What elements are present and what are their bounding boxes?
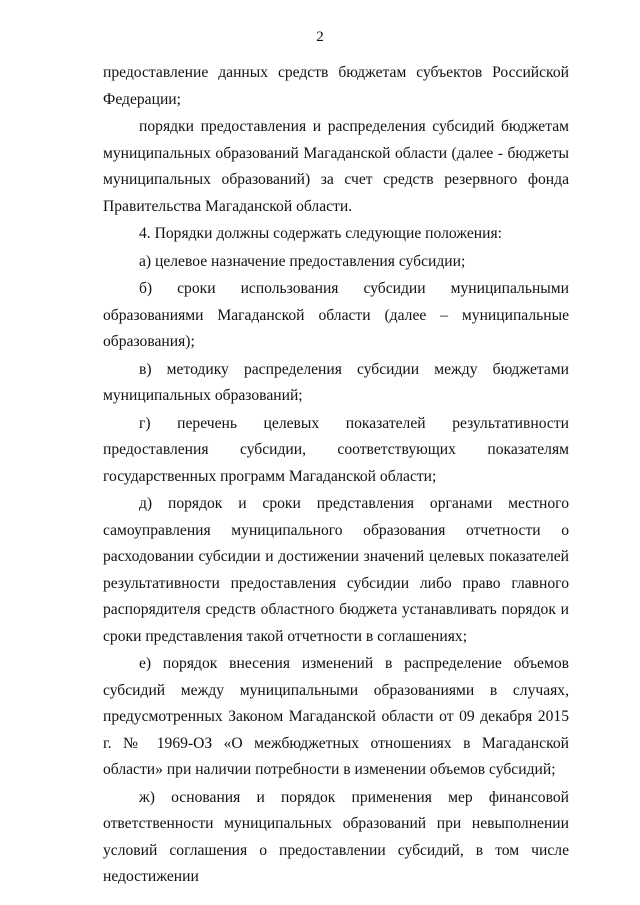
paragraph: в) методику распределения субсидии между бюджетами муниципальных образований; — [103, 360, 569, 404]
paragraph: г) перечень целевых показателей результативности предоставления субсидии, соответствующих показателям государственных программ Магаданской области; — [103, 414, 569, 485]
document-body — [103, 60, 569, 892]
paragraph: 4. Порядки должны содержать следующие положения: — [139, 225, 502, 242]
paragraph: д) порядок и сроки представления органами местного самоуправления муниципального образования отчетности о расходовании субсидии и достижении значений целевых показателей результативности предоставления субсидии либо право главного распорядителя средств областного бюджета устанавливать порядок и сроки представления такой отчетности в соглашениях; — [103, 495, 569, 645]
paragraph: б) сроки использования субсидии муниципальными образованиями Магаданской области (далее – муниципальные образования); — [103, 280, 569, 350]
paragraph: а) целевое назначение предоставления субсидии; — [139, 252, 466, 270]
paragraph: е) порядок внесения изменений в распределение объемов субсидий между муниципальными образованиями в случаях, предусмотренных Законом Магаданской области от 09 декабря 2015 г. № 1969-ОЗ «О межбюджетных отношениях в Магаданской области» при наличии потребности в изменении объемов субсидий; — [103, 655, 569, 778]
paragraph: ж) основания и порядок применения мер финансовой ответственности муниципальных образований при невыполнении условий соглашения о предоставлении субсидий, в том числе недостижении — [103, 788, 569, 885]
paragraph: порядки предоставления и распределения субсидий бюджетам муниципальных образований Магаданской области (далее - бюджеты муниципальных образований) за счет средств резервного фонда Правительства Магаданской области. — [103, 118, 569, 215]
page-number: 2 — [316, 29, 324, 45]
paragraph: предоставление данных средств бюджетам субъектов Российской Федерации; — [103, 64, 569, 108]
